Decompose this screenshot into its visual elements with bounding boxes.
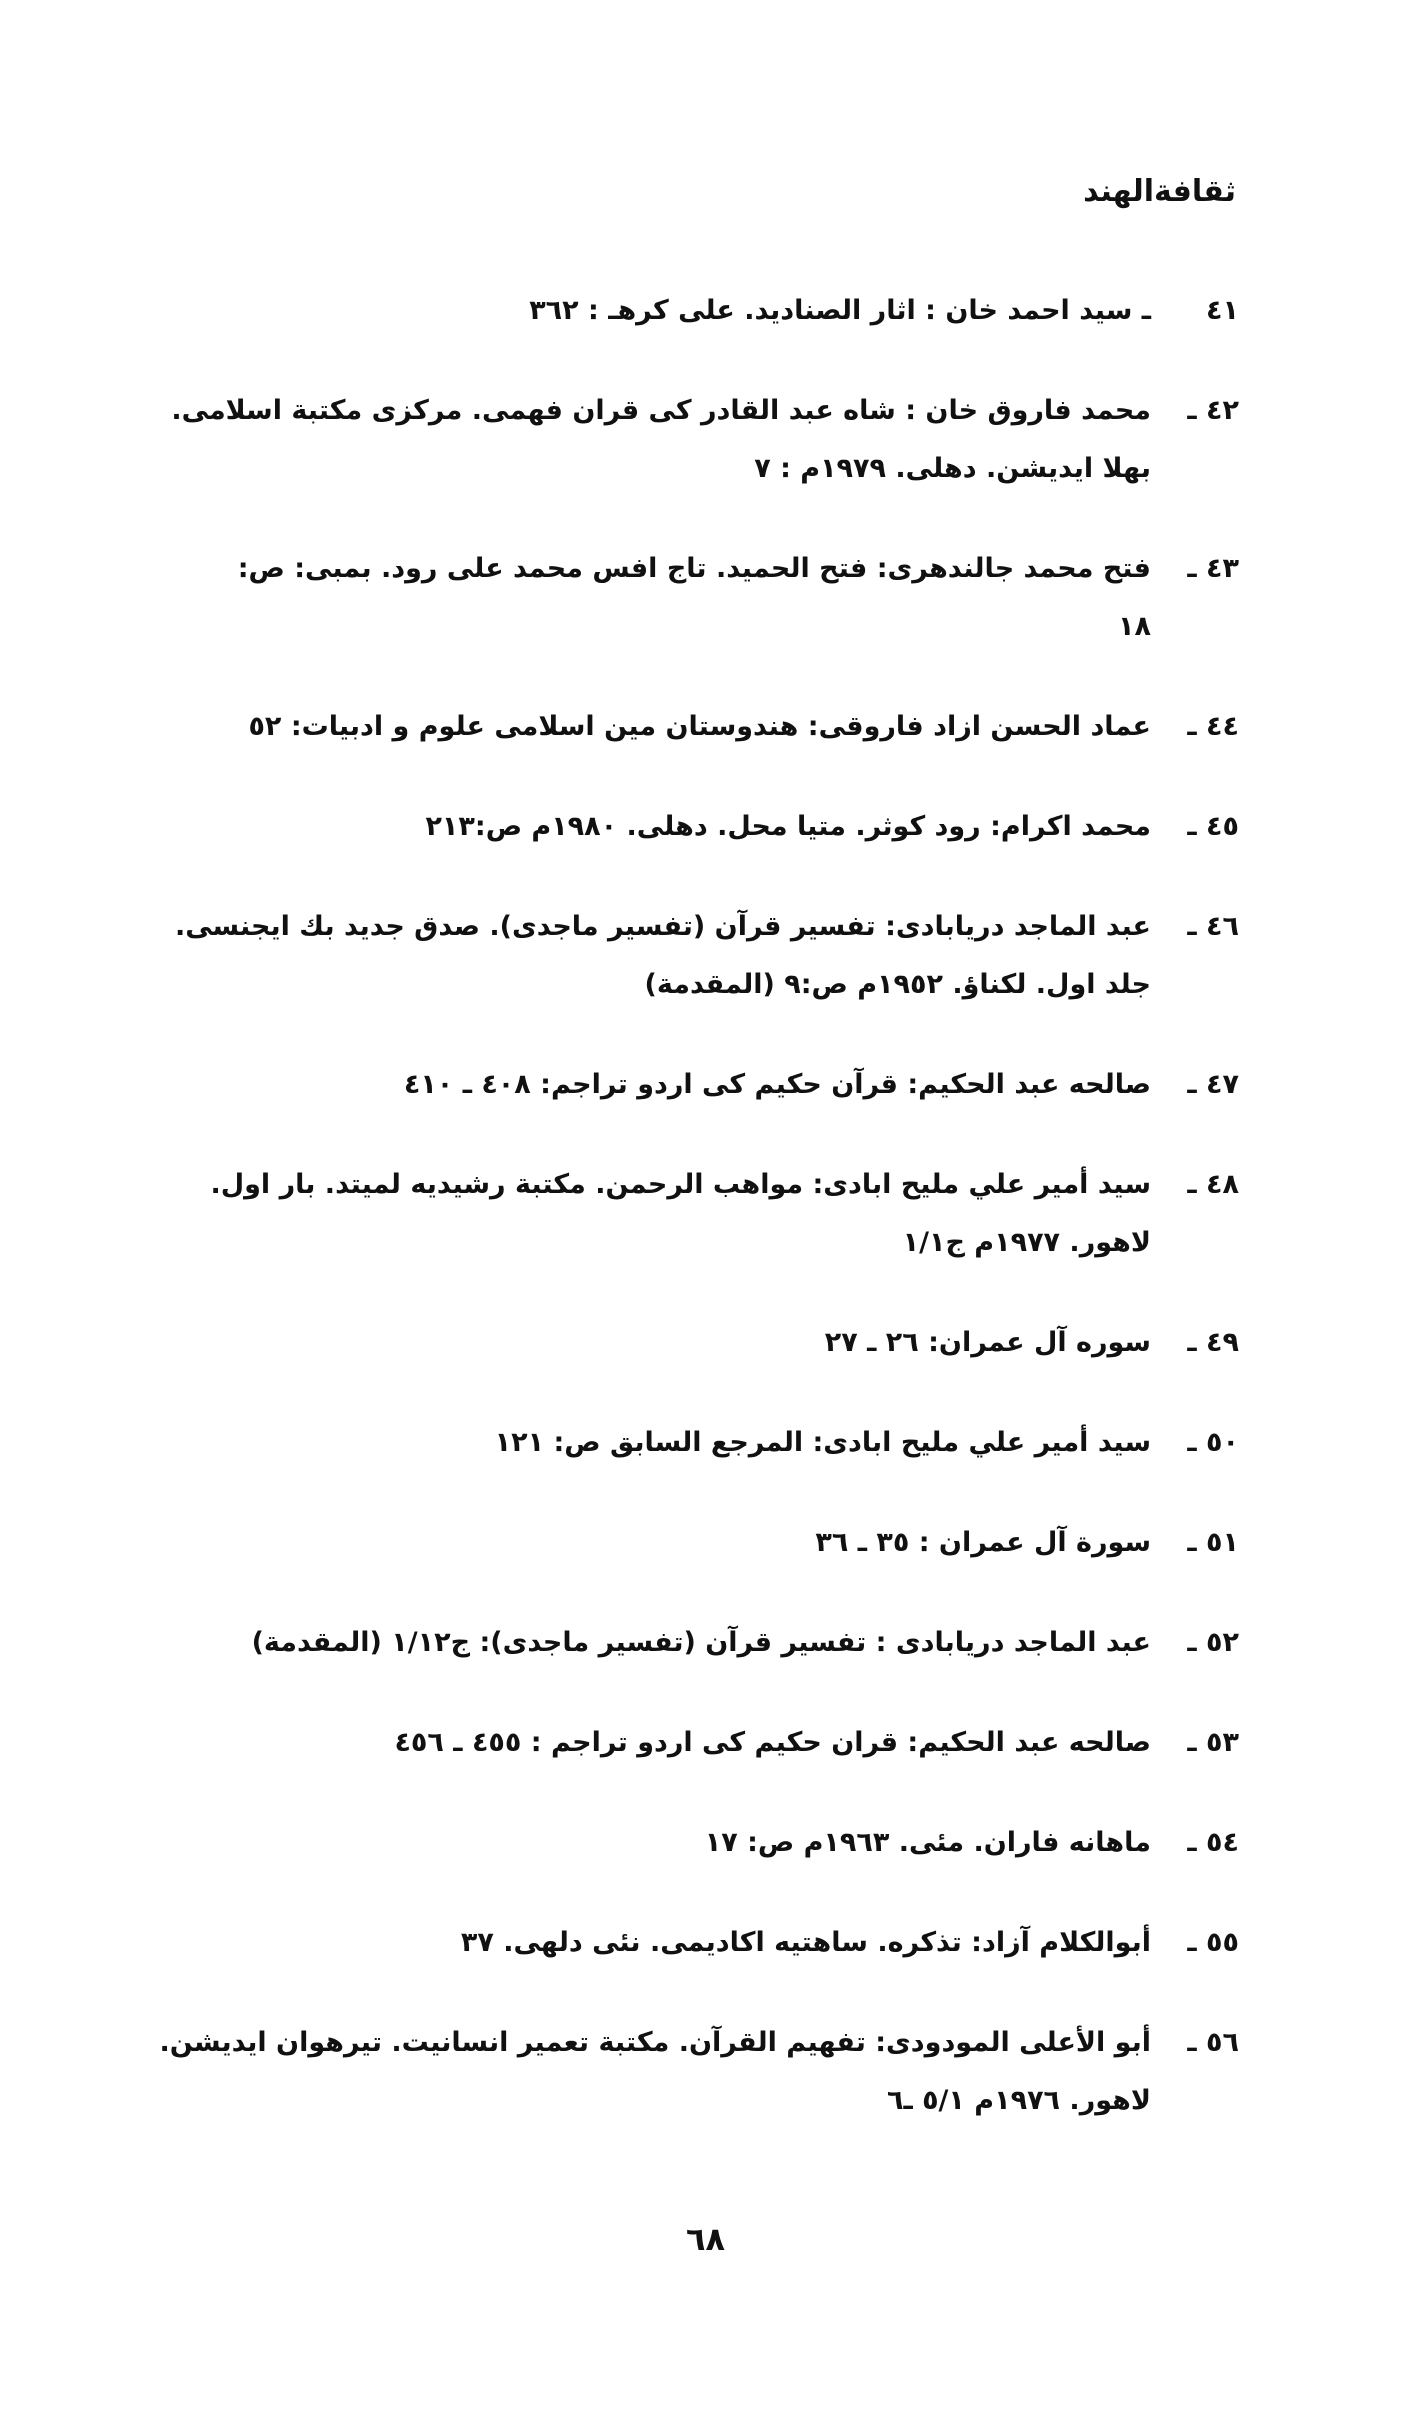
endnote-text	[199, 1056, 1151, 1114]
endnote-text-line: صالحه عبد الحكيم: قران حكيم كى اردو تراجم : ٤٥٥ ـ ٤٥٦	[394, 1727, 1151, 1758]
endnote-item	[199, 282, 1239, 340]
endnote-text-line: لاهور. ١٩٧٦م ٥/١ ـ٦	[886, 2085, 1151, 2116]
page-number: ٦٨	[685, 2220, 726, 2258]
endnote-text	[199, 1414, 1151, 1472]
endnote-item	[174, 898, 1239, 1014]
endnote-text	[199, 1156, 1151, 1272]
endnote-number: ٥٥ ـ	[1187, 1927, 1239, 1958]
endnote-text-line: سيد أمير علي مليح ابادى: مواهب الرحمن. مكتبة رشيديه لميتد. بار اول.	[210, 1169, 1151, 1200]
endnote-item	[199, 1514, 1239, 1572]
endnote-text-line: سورة آل عمران : ٣٥ ـ ٣٦	[815, 1527, 1151, 1558]
endnote-number: ٥٠ ـ	[1187, 1427, 1239, 1458]
endnote-text-line: ماهانه فاران. مئى. ١٩٦٣م ص: ١٧	[704, 1827, 1151, 1858]
endnote-item	[199, 1814, 1239, 1872]
endnote-number: ٤٦ ـ	[1187, 911, 1239, 942]
endnote-text	[175, 898, 1151, 1014]
endnote-number: ٤٥ ـ	[1187, 811, 1239, 842]
endnote-text	[199, 1614, 1151, 1672]
endnote-number: ٥٢ ـ	[1187, 1627, 1239, 1658]
endnote-text	[199, 540, 1151, 656]
endnote-text	[160, 2014, 1152, 2130]
endnote-item	[199, 1414, 1239, 1472]
endnote-item	[199, 540, 1239, 656]
endnote-text	[199, 1514, 1151, 1572]
running-header-title: ثقافةالهند	[1083, 174, 1236, 209]
endnote-text-line: أبوالكلام آزاد: تذكره. ساهتيه اكاديمى. نئى دلهى. ٣٧	[460, 1927, 1151, 1958]
endnote-text	[199, 1314, 1151, 1372]
endnote-text-line: بهلا ايديشن. دهلى. ١٩٧٩م : ٧	[754, 453, 1151, 484]
endnote-item	[199, 698, 1239, 756]
endnote-text	[199, 1814, 1151, 1872]
endnote-item	[159, 2014, 1239, 2130]
endnote-text	[171, 382, 1151, 498]
endnote-number: ٤٨ ـ	[1187, 1169, 1239, 1200]
endnote-text-line: محمد فاروق خان : شاه عبد القادر كى قران فهمى. مركزى مكتبة اسلامى.	[171, 395, 1151, 426]
endnote-text-line: فتح محمد جالندهرى: فتح الحميد. تاج افس محمد على رود. بمبى: ص:	[237, 553, 1151, 584]
endnote-text-line: عماد الحسن ازاد فاروقى: هندوستان مين اسلامى علوم و ادبيات: ٥٢	[248, 711, 1151, 742]
endnote-text-line: سوره آل عمران: ٢٦ ـ ٢٧	[824, 1327, 1151, 1358]
endnote-text-line: صالحه عبد الحكيم: قرآن حكيم كى اردو تراجم: ٤٠٨ ـ ٤١٠	[403, 1069, 1151, 1100]
endnote-number: ٥٣ ـ	[1187, 1727, 1239, 1758]
endnote-number: ٤٧ ـ	[1187, 1069, 1239, 1100]
endnote-number: ٥١ ـ	[1187, 1527, 1239, 1558]
endnote-text-line: محمد اكرام: رود كوثر. متيا محل. دهلى. ١٩٨٠م ص:٢١٣	[425, 811, 1151, 842]
endnote-number: ٥٦ ـ	[1187, 2027, 1239, 2058]
endnote-text-line: لاهور. ١٩٧٧م ج١/١	[902, 1227, 1151, 1258]
endnotes-list	[159, 282, 1239, 2172]
endnote-text-line: ـ سيد احمد خان : اثار الصناديد. على كرهـ : ٣٦٢	[529, 295, 1151, 326]
endnote-text-line: عبد الماجد دريابادى : تفسير قرآن (تفسير ماجدى): ج١/١٢ (المقدمة)	[251, 1627, 1151, 1658]
endnote-item	[199, 798, 1239, 856]
endnote-text-line: ١٨	[1118, 611, 1151, 642]
endnote-text	[199, 282, 1151, 340]
endnote-text	[199, 1714, 1151, 1772]
endnote-number: ٤٩ ـ	[1187, 1327, 1239, 1358]
endnote-item	[199, 1614, 1239, 1672]
endnote-number: ٤٣ ـ	[1187, 553, 1239, 584]
endnote-item	[199, 1156, 1239, 1272]
endnote-text-line: سيد أمير علي مليح ابادى: المرجع السابق ص: ١٢١	[494, 1427, 1151, 1458]
endnote-number: ٥٤ ـ	[1187, 1827, 1239, 1858]
endnote-text	[199, 798, 1151, 856]
endnote-number: ٤١	[1206, 295, 1239, 326]
endnote-item	[199, 1714, 1239, 1772]
endnote-item	[199, 1914, 1239, 1972]
endnote-item	[199, 1056, 1239, 1114]
endnote-text-line: أبو الأعلى المودودى: تفهيم القرآن. مكتبة تعمير انسانيت. تيرهوان ايديشن.	[159, 2027, 1151, 2058]
endnote-text	[199, 1914, 1151, 1972]
endnote-text-line: جلد اول. لكناؤ. ١٩٥٢م ص:٩ (المقدمة)	[644, 969, 1151, 1000]
endnote-number: ٤٤ ـ	[1187, 711, 1239, 742]
endnote-item	[171, 382, 1239, 498]
endnote-text	[199, 698, 1151, 756]
endnote-item	[199, 1314, 1239, 1372]
endnote-number: ٤٢ ـ	[1187, 395, 1239, 426]
endnote-text-line: عبد الماجد دريابادى: تفسير قرآن (تفسير ماجدى). صدق جديد بك ايجنسى.	[174, 911, 1151, 942]
